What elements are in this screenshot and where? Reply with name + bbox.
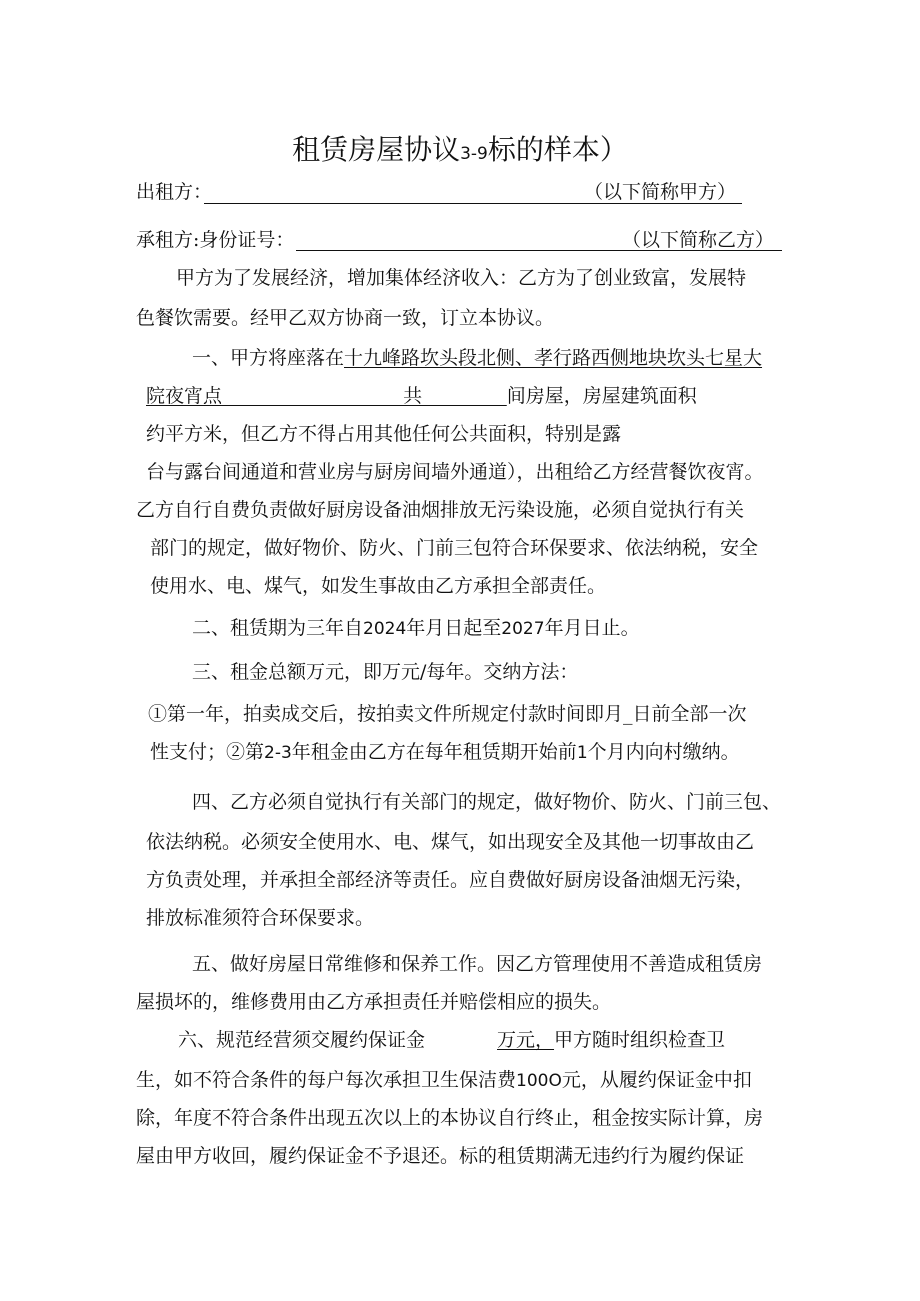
clause-6-line-3: 除，年度不符合条件出现五次以上的本协议自行终止，租金按实际计算，房 bbox=[136, 1107, 764, 1129]
clause-6-lead: 六、规范经营须交履约保证金 bbox=[178, 1029, 426, 1051]
clause-3-line-2: ①第一年，拍卖成交后，按拍卖文件所规定付款时间即月_日前全部一次 bbox=[148, 703, 747, 725]
clause-6-fee-amount: 100O bbox=[516, 1071, 562, 1091]
clause-6-fee-lead: 生，如不符合条件的每户每次承担卫生保洁费 bbox=[136, 1069, 517, 1091]
clause-4-line-4: 排放标准须符合环保要求。 bbox=[146, 907, 375, 929]
party-a-suffix: （以下简称甲方） bbox=[584, 181, 737, 203]
clause-1-line-3: 约平方米，但乙方不得占用其他任何公共面积，特别是露 bbox=[146, 423, 622, 445]
title-main: 租赁房屋协议 bbox=[292, 133, 461, 166]
clause-2-end-year: 2027 bbox=[501, 619, 545, 639]
clause-1-lead: 一、甲方将座落在 bbox=[192, 347, 345, 369]
clause-1-location: 十九峰路坎头段北侧、孝行路西侧地块坎头七星大 bbox=[344, 347, 763, 369]
clause-6-inspection: 甲方随时组织检查卫 bbox=[554, 1029, 726, 1051]
clause-5-line-1: 五、做好房屋日常维修和保养工作。因乙方管理使用不善造成租赁房 bbox=[192, 953, 763, 975]
party-b-blank-line bbox=[296, 250, 782, 251]
clause-3-payment-lead: 性支付；②第 bbox=[150, 741, 265, 763]
party-a-blank-line bbox=[204, 203, 742, 204]
party-b-label: 承租方:身份证号： bbox=[136, 229, 295, 251]
clause-1-line-5: 乙方自行自费负责做好厨房设备油烟排放无污染设施，必须自觉执行有关 bbox=[136, 499, 745, 521]
clause-6-line-4: 屋由甲方收回，履约保证金不予退还。标的租赁期满无违约行为履约保证 bbox=[136, 1145, 745, 1167]
clause-2-lead: 二、租赁期为三年自 bbox=[192, 617, 364, 639]
clause-1-line-2 bbox=[146, 384, 697, 408]
clause-2-tail: 年月日止。 bbox=[544, 617, 640, 639]
clause-5-line-2: 屋损坏的，维修费用由乙方承担责任并赔偿相应的损失。 bbox=[136, 991, 612, 1013]
intro-line-1: 甲方为了发展经济，增加集体经济收入：乙方为了创业致富，发展特 bbox=[176, 267, 747, 289]
clause-3-years: 2-3 bbox=[264, 743, 292, 763]
clause-1-line-1 bbox=[192, 346, 762, 370]
party-a-label: 出租方： bbox=[136, 181, 213, 203]
clause-1-line-4: 台与露台间通道和营业房与厨房间墙外通道），出租给乙方经营餐饮夜宵。 bbox=[146, 461, 764, 483]
clause-2-mid: 年月日起至 bbox=[406, 617, 502, 639]
title-suffix: 标的样本） bbox=[487, 133, 628, 166]
clause-1-line-7: 使用水、电、煤气，如发生事故由乙方承担全部责任。 bbox=[150, 575, 607, 597]
clause-2-start-year: 2024 bbox=[363, 619, 407, 639]
document-title bbox=[0, 128, 920, 168]
clause-2 bbox=[192, 616, 640, 641]
party-b-suffix: （以下简称乙方） bbox=[622, 229, 775, 251]
clause-6-line-2 bbox=[136, 1068, 752, 1093]
clause-6-line-1 bbox=[178, 1028, 725, 1052]
clause-1-building-area: 间房屋，房屋建筑面积 bbox=[506, 385, 697, 407]
intro-line-2: 色餐饮需要。经甲乙双方协商一致，订立本协议。 bbox=[136, 307, 555, 329]
clause-3-line-1: 三、租金总额万元，即万元/每年。交纳方法： bbox=[192, 661, 579, 683]
clause-4-line-1: 四、乙方必须自觉执行有关部门的规定，做好物价、防火、门前三包、 bbox=[192, 791, 782, 813]
clause-3-payment-tail: 个月内向村缴纳。 bbox=[587, 741, 740, 763]
clause-3-months: 1 bbox=[576, 743, 588, 763]
clause-1-line-6: 部门的规定，做好物价、防火、门前三包符合环保要求、依法纳税，安全 bbox=[150, 537, 759, 559]
clause-3-line-3 bbox=[150, 740, 740, 765]
title-number: 3-9 bbox=[460, 144, 488, 164]
clause-4-line-2: 依法纳税。必须安全使用水、电、煤气，如出现安全及其他一切事故由乙 bbox=[146, 831, 755, 853]
clause-6-fee-tail: 元，从履约保证金中扣 bbox=[561, 1069, 752, 1091]
clause-6-deposit-unit: 万元， bbox=[497, 1029, 555, 1051]
clause-3-payment-mid: 年租金由乙方在每年租赁期开始前 bbox=[291, 741, 577, 763]
clause-1-location-cont: 院夜宵点 共 bbox=[146, 385, 507, 407]
clause-4-line-3: 方负责处理，并承担全部经济等责任。应自费做好厨房设备油烟无污染， bbox=[146, 869, 755, 891]
